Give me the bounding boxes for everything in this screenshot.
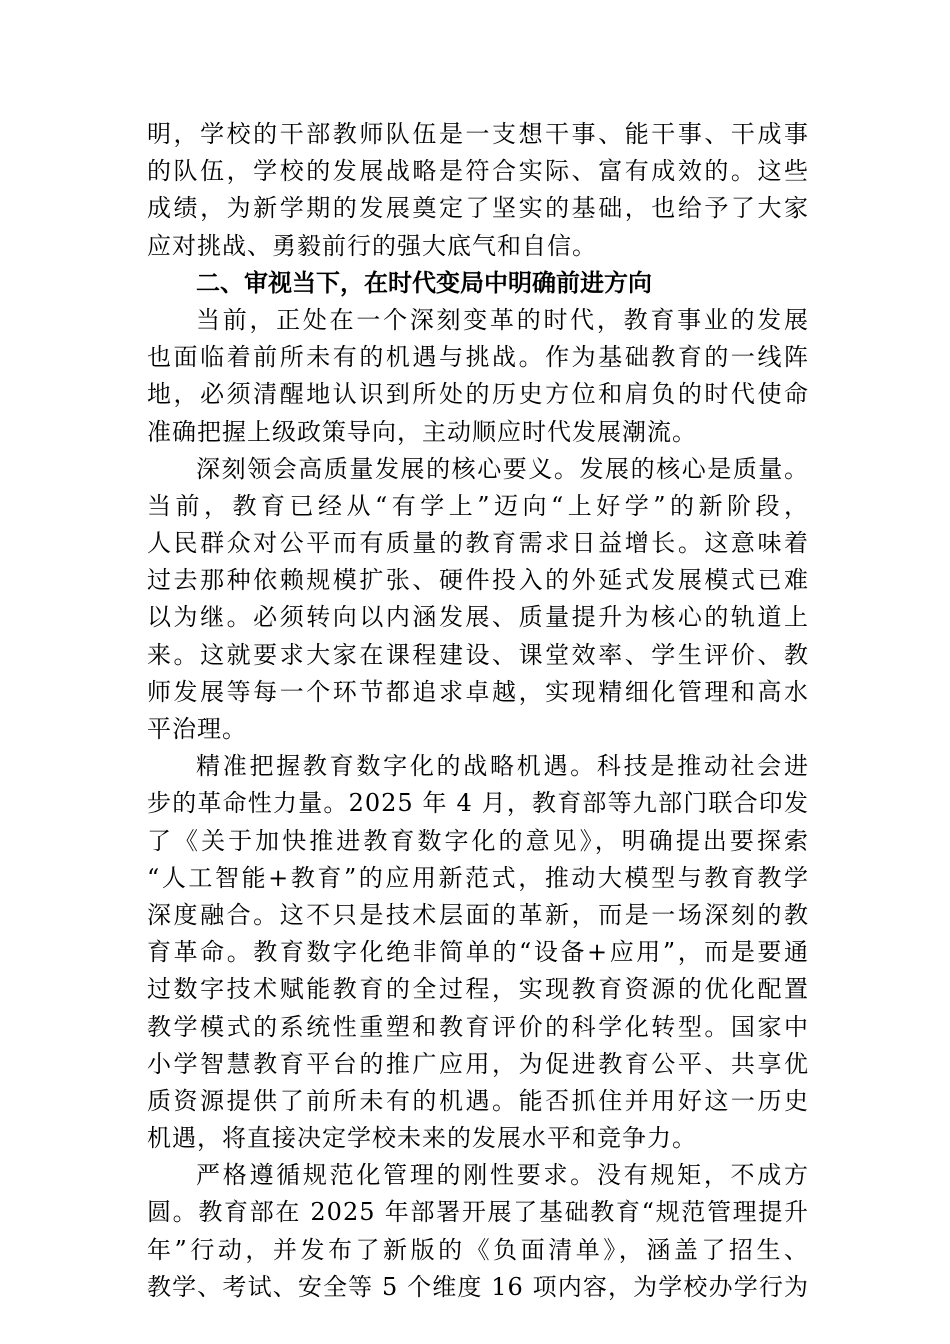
text-line: 的队伍，学校的发展战略是符合实际、富有成效的。这些 bbox=[147, 157, 809, 186]
text-line: 过去那种依赖规模扩张、硬件投入的外延式发展模式已难 bbox=[147, 566, 809, 595]
paragraph bbox=[147, 302, 809, 451]
text-line: 圆。教育部在 2025 年部署开展了基础教育“规范管理提升 bbox=[147, 1198, 809, 1227]
text-line: 育革命。教育数字化绝非简单的“设备+应用”，而是要通 bbox=[147, 938, 809, 967]
text-line: 过数字技术赋能教育的全过程，实现教育资源的优化配置 bbox=[147, 975, 809, 1004]
text-line: 深刻领会高质量发展的核心要义。发展的核心是质量。 bbox=[196, 454, 809, 483]
paragraph bbox=[147, 116, 809, 265]
text-line: 人民群众对公平而有质量的教育需求日益增长。这意味着 bbox=[147, 529, 809, 558]
text-line: 师发展等每一个环节都追求卓越，实现精细化管理和高水 bbox=[147, 677, 809, 706]
text-line: 以为继。必须转向以内涵发展、质量提升为核心的轨道上 bbox=[147, 603, 809, 632]
document-page bbox=[147, 116, 809, 1306]
text-line: 成绩，为新学期的发展奠定了坚实的基础，也给予了大家 bbox=[147, 194, 809, 223]
text-line: 准确把握上级政策导向，主动顺应时代发展潮流。 bbox=[147, 417, 697, 446]
text-line: 应对挑战、勇毅前行的强大底气和自信。 bbox=[147, 231, 597, 260]
text-line: 地，必须清醒地认识到所处的历史方位和肩负的时代使命 bbox=[147, 380, 809, 409]
text-line: 当前，教育已经从“有学上”迈向“上好学”的新阶段， bbox=[147, 491, 809, 520]
paragraph bbox=[147, 451, 809, 749]
text-line: 质资源提供了前所未有的机遇。能否抓住并用好这一历史 bbox=[147, 1086, 809, 1115]
text-line: 年”行动，并发布了新版的《负面清单》，涵盖了招生、 bbox=[147, 1235, 809, 1264]
text-line: 严格遵循规范化管理的刚性要求。没有规矩，不成方 bbox=[196, 1161, 809, 1190]
text-line: 教学模式的系统性重塑和教育评价的科学化转型。国家中 bbox=[147, 1012, 809, 1041]
text-line: 了《关于加快推进教育数字化的意见》，明确提出要探索 bbox=[147, 826, 809, 855]
paragraph bbox=[147, 1157, 809, 1306]
text-line: 明，学校的干部教师队伍是一支想干事、能干事、干成事 bbox=[147, 120, 809, 148]
text-line: 来。这就要求大家在课程建设、课堂效率、学生评价、教 bbox=[147, 640, 809, 669]
text-line: 精准把握教育数字化的战略机遇。科技是推动社会进 bbox=[196, 752, 809, 781]
text-line: “人工智能+教育”的应用新范式，推动大模型与教育教学 bbox=[147, 863, 809, 892]
text-line: 当前，正处在一个深刻变革的时代，教育事业的发展 bbox=[196, 305, 809, 334]
text-line: 小学智慧教育平台的推广应用，为促进教育公平、共享优 bbox=[147, 1049, 809, 1078]
section-heading: 二、审视当下，在时代变局中明确前进方向 bbox=[196, 268, 652, 297]
text-line: 深度融合。这不只是技术层面的革新，而是一场深刻的教 bbox=[147, 900, 809, 929]
text-line: 平治理。 bbox=[147, 715, 247, 743]
paragraph bbox=[147, 748, 809, 1157]
text-line: 教学、考试、安全等 5 个维度 16 项内容，为学校办学行为 bbox=[147, 1272, 809, 1301]
text-line: 也面临着前所未有的机遇与挑战。作为基础教育的一线阵 bbox=[147, 343, 809, 372]
text-line: 机遇，将直接决定学校未来的发展水平和竞争力。 bbox=[147, 1124, 697, 1153]
text-line: 步的革命性力量。2025 年 4 月，教育部等九部门联合印发 bbox=[147, 789, 809, 818]
